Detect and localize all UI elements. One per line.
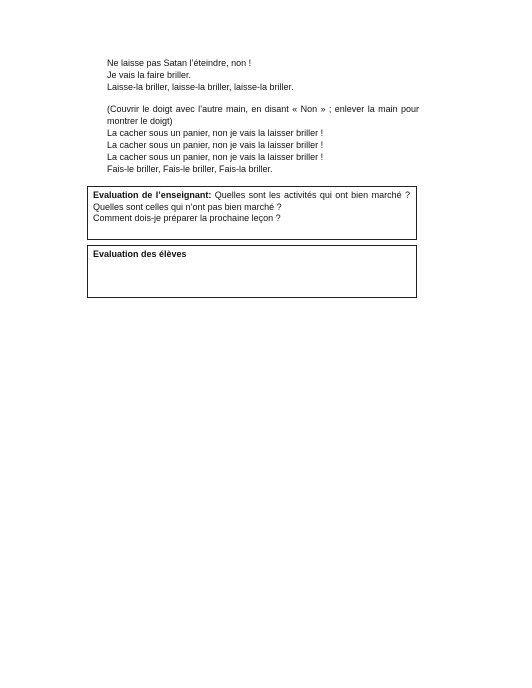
gesture-instruction: (Couvrir le doigt avec l’autre main, en disant « Non » ; enlever la main pour montrer le doigt): [107, 104, 419, 126]
verse-line: Ne laisse pas Satan l’éteindre, non !: [107, 58, 252, 68]
verse-line: Laisse-la briller, laisse-la briller, laisse-la briller.: [107, 82, 294, 92]
verse-line: La cacher sous un panier, non je vais la laisser briller !: [107, 152, 324, 162]
student-evaluation-heading: Evaluation des élèves: [93, 249, 187, 259]
teacher-evaluation-heading: Evaluation de l’enseignant:: [93, 190, 212, 200]
teacher-evaluation-question: Comment dois-je préparer la prochaine leçon ?: [93, 213, 281, 223]
verse-line: La cacher sous un panier, non je vais la laisser briller !: [107, 128, 324, 138]
teacher-evaluation-box: [87, 186, 417, 240]
student-evaluation-box: [87, 245, 417, 298]
teacher-evaluation-paragraph: [93, 190, 410, 213]
teacher-evaluation-text: Quelles sont les activités qui ont bien marché ? Quelles sont celles qui n’ont pas bien marché ?: [93, 190, 410, 212]
song-verse-top: [107, 57, 419, 93]
verse-line: Fais-le briller, Fais-le briller, Fais-la briller.: [107, 164, 273, 174]
song-verse-bottom: [107, 103, 419, 175]
verse-line: La cacher sous un panier, non je vais la laisser briller !: [107, 140, 324, 150]
verse-line: Je vais la faire briller.: [107, 70, 192, 80]
